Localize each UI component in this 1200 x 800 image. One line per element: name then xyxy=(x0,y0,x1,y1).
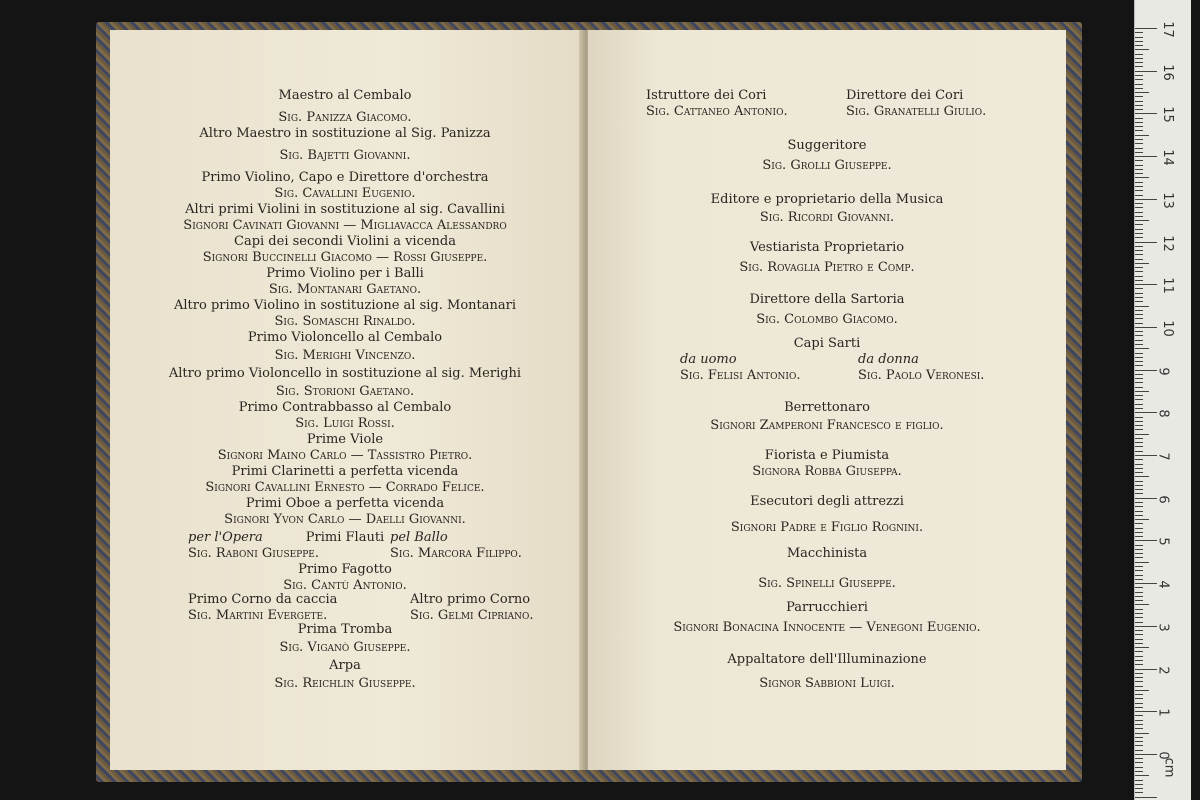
ruler-tick xyxy=(1135,156,1157,157)
ruler-tick xyxy=(1135,254,1143,255)
ruler-unit: cm xyxy=(1161,757,1177,778)
text-line: Sig. Cavallini Eugenio. xyxy=(274,186,416,201)
ruler-tick xyxy=(1135,468,1143,469)
ruler-number: 15 xyxy=(1159,106,1175,124)
text-line: Sig. Cantù Antonio. xyxy=(283,578,407,593)
ruler-number: 17 xyxy=(1159,21,1175,38)
ruler-tick xyxy=(1135,737,1143,738)
ruler-tick xyxy=(1135,622,1143,623)
ruler-number: 9 xyxy=(1155,366,1171,376)
ruler-tick xyxy=(1135,382,1143,383)
ruler-tick xyxy=(1135,233,1143,234)
ruler-tick xyxy=(1135,288,1143,289)
ruler-tick xyxy=(1135,771,1143,772)
text-line: Sig. Panizza Giacomo. xyxy=(278,110,412,125)
ruler-tick xyxy=(1135,126,1143,127)
text-line: Signori Maino Carlo — Tassistro Pietro. xyxy=(217,448,473,463)
ruler-tick xyxy=(1135,54,1143,55)
ruler-tick xyxy=(1135,370,1157,371)
text-line: Capi Sarti xyxy=(793,336,861,351)
ruler-tick xyxy=(1135,143,1143,144)
text-line: Primo Violoncello al Cembalo xyxy=(247,330,443,345)
ruler-tick xyxy=(1135,195,1143,196)
ruler-tick xyxy=(1135,331,1143,332)
ruler-tick xyxy=(1135,797,1157,798)
ruler-tick xyxy=(1135,229,1143,230)
ruler-tick xyxy=(1135,557,1143,558)
ruler-tick xyxy=(1135,425,1143,426)
ruler-tick xyxy=(1135,651,1143,652)
ruler-tick xyxy=(1135,647,1149,648)
text-line: per l'Opera xyxy=(188,530,263,545)
ruler-tick xyxy=(1135,545,1143,546)
ruler-tick xyxy=(1135,267,1143,268)
ruler-tick xyxy=(1135,745,1143,746)
ruler-tick xyxy=(1135,212,1143,213)
text-line: Appaltatore dell'Illuminazione xyxy=(727,652,927,667)
ruler-tick xyxy=(1135,604,1149,605)
text-line: Sig. Felisi Antonio. xyxy=(680,368,801,383)
ruler-tick xyxy=(1135,344,1143,345)
text-line: Sig. Raboni Giuseppe. xyxy=(188,546,319,561)
ruler-tick xyxy=(1135,656,1143,657)
ruler-tick xyxy=(1135,135,1149,136)
ruler-tick xyxy=(1135,314,1143,315)
ruler-tick xyxy=(1135,130,1143,131)
ruler-tick xyxy=(1135,715,1143,716)
right-page xyxy=(588,30,1066,770)
ruler-number: 7 xyxy=(1155,452,1171,461)
text-line: Prime Viole xyxy=(306,432,384,447)
text-line: Sig. Reichlin Giuseppe. xyxy=(274,676,416,691)
ruler-tick xyxy=(1135,711,1157,712)
ruler-tick xyxy=(1135,216,1143,217)
ruler-tick xyxy=(1135,438,1143,439)
text-line: Parrucchieri xyxy=(786,600,868,615)
ruler-tick xyxy=(1135,767,1143,768)
ruler-tick xyxy=(1135,186,1143,187)
ruler-tick xyxy=(1135,570,1143,571)
ruler-tick xyxy=(1135,378,1143,379)
ruler-tick xyxy=(1135,101,1143,102)
ruler-tick xyxy=(1135,698,1143,699)
ruler-tick xyxy=(1135,681,1143,682)
text-line: Primo Corno da caccia xyxy=(188,592,338,607)
text-line: Fiorista e Piumista xyxy=(764,448,890,463)
ruler-tick xyxy=(1135,485,1143,486)
text-line: Primo Violino, Capo e Direttore d'orchestra xyxy=(201,170,489,185)
ruler-tick xyxy=(1135,549,1143,550)
ruler-tick xyxy=(1135,587,1143,588)
text-line: Capi dei secondi Violini a vicenda xyxy=(234,234,456,249)
text-line: Signori Cavinati Giovanni — Migliavacca Alessandro xyxy=(183,218,507,233)
ruler-tick xyxy=(1135,639,1143,640)
ruler-tick xyxy=(1135,92,1149,93)
text-line: da donna xyxy=(858,352,919,367)
ruler-tick xyxy=(1135,523,1143,524)
text-line: Direttore dei Cori xyxy=(846,88,964,103)
ruler-tick xyxy=(1135,703,1143,704)
ruler-tick xyxy=(1135,617,1143,618)
text-line: Sig. Viganò Giuseppe. xyxy=(279,640,411,655)
ruler-tick xyxy=(1135,502,1143,503)
ruler-tick xyxy=(1135,660,1143,661)
ruler-tick xyxy=(1135,762,1143,763)
ruler-tick xyxy=(1135,566,1143,567)
text-line: Sig. Montanari Gaetano. xyxy=(268,282,422,297)
ruler-number: 8 xyxy=(1155,409,1171,418)
ruler-tick xyxy=(1135,374,1143,375)
ruler-tick xyxy=(1135,280,1143,281)
text-line: Esecutori degli attrezzi xyxy=(750,494,904,509)
ruler-number: 3 xyxy=(1155,623,1171,632)
ruler-tick xyxy=(1135,784,1143,785)
text-line: Primi Oboe a perfetta vicenda xyxy=(245,496,445,511)
ruler-tick xyxy=(1135,417,1143,418)
text-line: Primo Violino per i Balli xyxy=(266,266,424,281)
ruler-tick xyxy=(1135,177,1149,178)
text-line: Berrettonaro xyxy=(784,400,870,415)
ruler-tick xyxy=(1135,498,1157,499)
ruler-number: 10 xyxy=(1159,320,1175,337)
ruler-tick xyxy=(1135,28,1157,29)
ruler-tick xyxy=(1135,62,1143,63)
ruler-tick xyxy=(1135,246,1143,247)
text-line: Sig. Colombo Giacomo. xyxy=(756,312,898,327)
text-line: Sig. Rovaglia Pietro e Comp. xyxy=(739,260,915,275)
ruler-tick xyxy=(1135,190,1143,191)
ruler-tick xyxy=(1135,391,1149,392)
ruler-number: 11 xyxy=(1159,277,1175,294)
ruler-tick xyxy=(1135,528,1143,529)
ruler-tick xyxy=(1135,412,1157,413)
ruler-tick xyxy=(1135,122,1143,123)
ruler-tick xyxy=(1135,271,1143,272)
text-line: Altro primo Corno xyxy=(410,592,531,607)
ruler-tick xyxy=(1135,357,1143,358)
text-line: Sig. Martini Evergete. xyxy=(188,608,328,623)
ruler-tick xyxy=(1135,519,1149,520)
ruler-number: 4 xyxy=(1155,580,1171,589)
ruler-tick xyxy=(1135,96,1143,97)
ruler-tick xyxy=(1135,105,1143,106)
ruler-tick xyxy=(1135,741,1143,742)
text-line: Sig. Spinelli Giuseppe. xyxy=(758,576,896,591)
ruler-tick xyxy=(1135,148,1143,149)
ruler-tick xyxy=(1135,511,1143,512)
ruler-tick xyxy=(1135,109,1143,110)
ruler-tick xyxy=(1135,387,1143,388)
text-line: Sig. Grolli Giuseppe. xyxy=(762,158,892,173)
text-line: Sig. Marcora Filippo. xyxy=(390,546,522,561)
ruler-tick xyxy=(1135,353,1143,354)
ruler-tick xyxy=(1135,118,1143,119)
ruler-tick xyxy=(1135,310,1143,311)
ruler-tick xyxy=(1135,113,1157,114)
ruler-tick xyxy=(1135,664,1143,665)
ruler-tick xyxy=(1135,464,1143,465)
text-line: Primo Fagotto xyxy=(298,562,392,577)
text-line: Signori Buccinelli Giacomo — Rossi Giuseppe. xyxy=(202,250,488,265)
ruler-number: 6 xyxy=(1155,495,1171,504)
ruler-tick xyxy=(1135,284,1157,285)
ruler-tick xyxy=(1135,365,1143,366)
ruler-tick xyxy=(1135,160,1143,161)
text-line: Primo Contrabbasso al Cembalo xyxy=(238,400,452,415)
ruler-tick xyxy=(1135,459,1143,460)
ruler-tick xyxy=(1135,173,1143,174)
ruler-tick xyxy=(1135,442,1143,443)
text-line: Primi Clarinetti a perfetta vicenda xyxy=(231,464,459,479)
text-line: pel Ballo xyxy=(390,530,448,545)
ruler-tick xyxy=(1135,323,1143,324)
ruler-tick xyxy=(1135,493,1143,494)
text-line: Sig. Cattaneo Antonio. xyxy=(646,104,788,119)
text-line: Sig. Bajetti Giovanni. xyxy=(279,148,411,163)
ruler-number: 12 xyxy=(1159,234,1175,252)
ruler-tick xyxy=(1135,788,1143,789)
ruler-tick xyxy=(1135,301,1143,302)
ruler-number: 16 xyxy=(1159,63,1175,81)
ruler-tick xyxy=(1135,733,1149,734)
ruler-tick xyxy=(1135,224,1143,225)
ruler-tick xyxy=(1135,775,1149,776)
ruler-tick xyxy=(1135,728,1143,729)
ruler-number: 5 xyxy=(1155,537,1171,547)
ruler-tick xyxy=(1135,237,1143,238)
ruler-tick xyxy=(1135,259,1143,260)
ruler-tick xyxy=(1135,754,1157,755)
ruler-tick xyxy=(1135,626,1157,627)
ruler-tick xyxy=(1135,335,1143,336)
text-line: Sig. Granatelli Giulio. xyxy=(846,104,987,119)
ruler-tick xyxy=(1135,476,1149,477)
ruler-tick xyxy=(1135,71,1157,72)
ruler-tick xyxy=(1135,592,1143,593)
ruler-tick xyxy=(1135,32,1143,33)
text-line: Sig. Storioni Gaetano. xyxy=(275,384,415,399)
ruler-tick xyxy=(1135,780,1143,781)
ruler-tick xyxy=(1135,634,1143,635)
ruler-tick xyxy=(1135,455,1157,456)
ruler-tick xyxy=(1135,575,1143,576)
ruler-tick xyxy=(1135,643,1143,644)
ruler-tick xyxy=(1135,250,1143,251)
ruler-number: 2 xyxy=(1155,665,1171,675)
text-line: Vestiarista Proprietario xyxy=(749,240,905,255)
ruler-tick xyxy=(1135,515,1143,516)
text-line: Signori Zamperoni Francesco e figlio. xyxy=(710,418,944,433)
text-line: Suggeritore xyxy=(787,138,867,153)
text-line: Prima Tromba xyxy=(297,622,393,637)
ruler-tick xyxy=(1135,88,1143,89)
ruler-tick xyxy=(1135,79,1143,80)
ruler-tick xyxy=(1135,242,1157,243)
ruler-tick xyxy=(1135,66,1143,67)
ruler-tick xyxy=(1135,58,1143,59)
ruler-tick xyxy=(1135,75,1143,76)
ruler-tick xyxy=(1135,451,1143,452)
text-line: Signora Robba Giuseppa. xyxy=(752,464,902,479)
text-line: Altro primo Violoncello in sostituzione al sig. Merighi xyxy=(168,366,522,381)
ruler-tick xyxy=(1135,327,1157,328)
ruler-number: 0 xyxy=(1155,751,1171,760)
ruler-number: 13 xyxy=(1159,192,1175,209)
ruler-tick xyxy=(1135,472,1143,473)
ruler-tick xyxy=(1135,750,1143,751)
ruler-tick xyxy=(1135,395,1143,396)
ruler-tick xyxy=(1135,408,1143,409)
ruler-tick xyxy=(1135,165,1143,166)
ruler-tick xyxy=(1135,399,1143,400)
left-page xyxy=(110,30,580,770)
ruler-tick xyxy=(1135,583,1157,584)
text-line: Signori Bonacina Innocente — Venegoni Eugenio. xyxy=(673,620,981,635)
ruler-tick xyxy=(1135,429,1143,430)
ruler-tick xyxy=(1135,41,1143,42)
ruler-tick xyxy=(1135,553,1143,554)
ruler-tick xyxy=(1135,434,1149,435)
text-line: Sig. Somaschi Rinaldo. xyxy=(274,314,416,329)
ruler-tick xyxy=(1135,673,1143,674)
ruler-tick xyxy=(1135,792,1143,793)
ruler-tick xyxy=(1135,562,1149,563)
ruler-tick xyxy=(1135,489,1143,490)
measurement-ruler xyxy=(1134,0,1191,800)
ruler-tick xyxy=(1135,37,1143,38)
ruler-tick xyxy=(1135,263,1149,264)
text-line: da uomo xyxy=(680,352,737,367)
text-line: Maestro al Cembalo xyxy=(278,88,412,103)
text-line: Primi Flauti xyxy=(305,530,385,545)
ruler-tick xyxy=(1135,536,1143,537)
ruler-tick xyxy=(1135,540,1157,541)
ruler-tick xyxy=(1135,348,1149,349)
text-line: Direttore della Sartoria xyxy=(749,292,905,307)
ruler-tick xyxy=(1135,45,1143,46)
text-line: Signori Yvon Carlo — Daelli Giovanni. xyxy=(224,512,466,527)
ruler-number: 14 xyxy=(1159,149,1175,166)
ruler-tick xyxy=(1135,293,1143,294)
ruler-tick xyxy=(1135,446,1143,447)
ruler-tick xyxy=(1135,340,1143,341)
ruler-tick xyxy=(1135,169,1143,170)
ruler-tick xyxy=(1135,669,1157,670)
ruler-tick xyxy=(1135,596,1143,597)
text-line: Macchinista xyxy=(786,546,868,561)
text-line: Altro primo Violino in sostituzione al sig. Montanari xyxy=(174,298,516,313)
ruler-tick xyxy=(1135,600,1143,601)
ruler-tick xyxy=(1135,707,1143,708)
ruler-tick xyxy=(1135,276,1143,277)
ruler-number: 1 xyxy=(1155,708,1171,717)
ruler-tick xyxy=(1135,318,1143,319)
ruler-tick xyxy=(1135,481,1143,482)
ruler-tick xyxy=(1135,532,1143,533)
ruler-tick xyxy=(1135,421,1143,422)
ruler-tick xyxy=(1135,724,1143,725)
ruler-tick xyxy=(1135,694,1143,695)
text-line: Sig. Luigi Rossi. xyxy=(295,416,395,431)
ruler-tick xyxy=(1135,609,1143,610)
text-line: Altri primi Violini in sostituzione al sig. Cavallini xyxy=(185,202,505,217)
ruler-tick xyxy=(1135,306,1149,307)
ruler-tick xyxy=(1135,758,1143,759)
text-line: Sig. Paolo Veronesi. xyxy=(858,368,985,383)
ruler-tick xyxy=(1135,361,1143,362)
ruler-tick xyxy=(1135,207,1143,208)
text-line: Sig. Gelmi Cipriano. xyxy=(410,608,534,623)
ruler-tick xyxy=(1135,297,1143,298)
ruler-tick xyxy=(1135,690,1149,691)
ruler-tick xyxy=(1135,203,1143,204)
ruler-tick xyxy=(1135,579,1143,580)
ruler-tick xyxy=(1135,720,1143,721)
ruler-tick xyxy=(1135,630,1143,631)
ruler-tick xyxy=(1135,199,1157,200)
ruler-tick xyxy=(1135,182,1143,183)
ruler-tick xyxy=(1135,220,1149,221)
ruler-tick xyxy=(1135,152,1143,153)
ruler-tick xyxy=(1135,84,1143,85)
text-line: Istruttore dei Cori xyxy=(646,88,767,103)
ruler-tick xyxy=(1135,677,1143,678)
text-line: Signor Sabbioni Luigi. xyxy=(759,676,895,691)
text-line: Editore e proprietario della Musica xyxy=(710,192,944,207)
ruler-tick xyxy=(1135,613,1143,614)
text-line: Signori Padre e Figlio Rognini. xyxy=(730,520,924,535)
text-line: Signori Cavallini Ernesto — Corrado Felice. xyxy=(205,480,485,495)
text-line: Sig. Ricordi Giovanni. xyxy=(759,210,895,225)
text-line: Sig. Merighi Vincenzo. xyxy=(274,348,416,363)
text-line: Arpa xyxy=(329,658,361,673)
ruler-tick xyxy=(1135,49,1149,50)
text-line: Altro Maestro in sostituzione al Sig. Panizza xyxy=(199,126,491,141)
ruler-tick xyxy=(1135,506,1143,507)
ruler-tick xyxy=(1135,139,1143,140)
ruler-tick xyxy=(1135,404,1143,405)
ruler-tick xyxy=(1135,686,1143,687)
